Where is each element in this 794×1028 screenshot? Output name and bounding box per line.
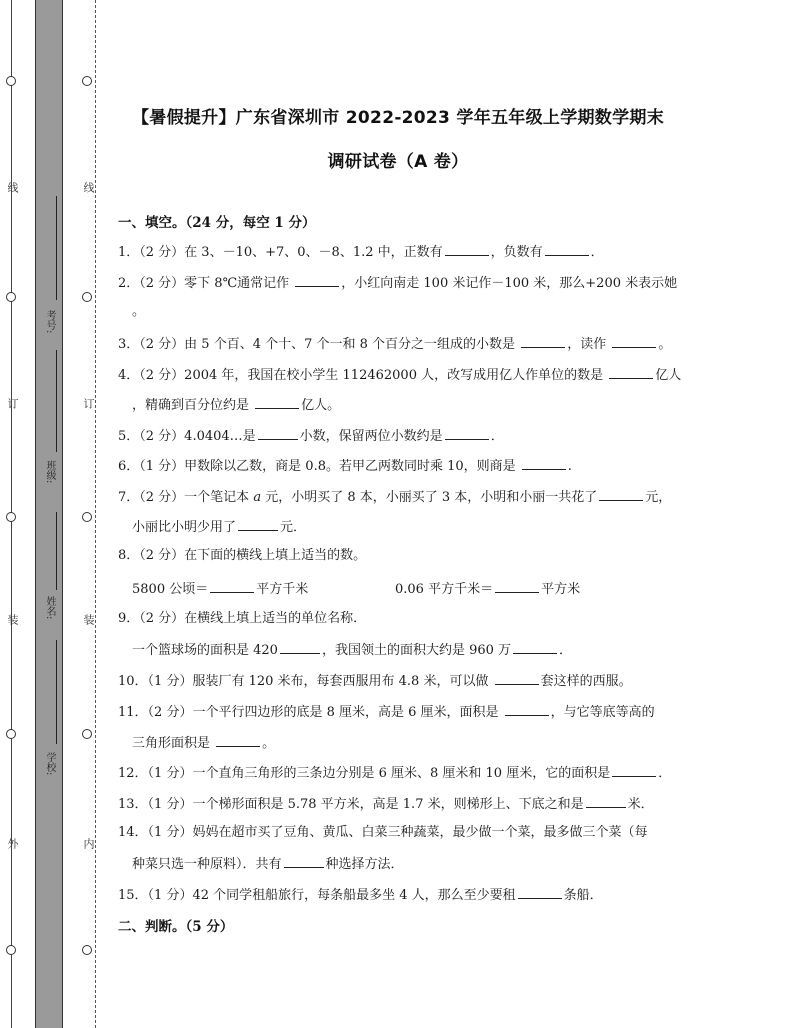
question-7: 7．（2 分）一个笔记本 a 元，小明买了 8 本，小丽买了 3 本，小明和小丽一共花了 元， <box>118 487 671 507</box>
answer-blank[interactable] <box>284 854 324 868</box>
answer-blank[interactable] <box>522 456 566 470</box>
question-14-cont: 种菜只选一种原料）．共有 种选择方法． <box>132 854 404 874</box>
question-8-sub1: 5800 公顷＝ 平方千米 <box>132 579 308 599</box>
question-13: 13．（1 分）一个梯形面积是 5.78 平方米，高是 1.7 米，则梯形上、下底之和是 米． <box>118 794 654 814</box>
margin-char: 订 <box>6 398 19 409</box>
margin-char: 线 <box>6 182 19 193</box>
question-1: 1．（2 分）在 3、－10、+7、0、－8、1.2 中，正数有 ，负数有 ． <box>118 242 604 262</box>
question-8: 8．（2 分）在下面的横线上填上适当的数。 <box>118 548 367 563</box>
class-label: 班级: <box>44 460 55 484</box>
answer-blank[interactable] <box>216 733 260 747</box>
binding-hole <box>82 945 92 955</box>
answer-blank[interactable] <box>521 334 565 348</box>
question-5: 5．（2 分）4.0404…是 小数，保留两位小数约是 ． <box>118 426 504 446</box>
school-label: 学校: <box>44 752 55 776</box>
question-7-cont: 小丽比小明少用了 元． <box>132 517 306 537</box>
answer-blank[interactable] <box>280 640 320 654</box>
answer-blank[interactable] <box>495 579 539 593</box>
answer-blank[interactable] <box>295 273 339 287</box>
answer-blank[interactable] <box>586 794 626 808</box>
binding-hole <box>6 729 16 739</box>
question-9-sub: 一个篮球场的面积是 420 ，我国领土的面积大约是 960 万 ． <box>132 640 572 660</box>
answer-blank[interactable] <box>445 242 489 256</box>
section-heading: 一、填空。（24 分，每空 1 分） <box>118 215 316 231</box>
answer-blank[interactable] <box>612 334 656 348</box>
question-14: 14．（1 分）妈妈在超市买了豆角、黄瓜、白菜三种蔬菜，最少做一个菜，最多做三个菜（每 <box>118 825 648 840</box>
question-10: 10．（1 分）服装厂有 120 米布，每套西服用布 4.8 米，可以做 套这样的西服。 <box>118 671 632 691</box>
answer-blank[interactable] <box>599 487 643 501</box>
exam-number-label: 考号: <box>44 310 55 334</box>
answer-blank[interactable] <box>505 702 549 716</box>
question-6: 6．（1 分）甲数除以乙数，商是 0.8。若甲乙两数同时乘 10，则商是 . <box>118 456 572 476</box>
margin-char: 装 <box>82 614 95 625</box>
question-8-sub2: 0.06 平方千米＝ 平方米 <box>395 579 580 599</box>
class-field[interactable] <box>56 350 57 452</box>
answer-blank[interactable] <box>513 640 557 654</box>
answer-blank[interactable] <box>258 426 298 440</box>
binding-hole <box>6 512 16 522</box>
question-11: 11．（2 分）一个平行四边形的底是 8 厘米，高是 6 厘米，面积是 ，与它等底等高的 <box>118 702 655 722</box>
binding-hole <box>6 76 16 86</box>
binding-hole <box>82 729 92 739</box>
paper-title-line1: 【暑假提升】广东省深圳市 2022-2023 学年五年级上学期数学期末 <box>131 108 665 128</box>
section-heading: 二、判断。（5 分） <box>118 919 234 935</box>
margin-char: 装 <box>6 614 19 625</box>
exam-number-field[interactable] <box>56 196 57 300</box>
question-9: 9．（2 分）在横线上填上适当的单位名称． <box>118 611 367 626</box>
margin-char: 订 <box>82 398 95 409</box>
inner-dashed-line <box>95 0 97 1028</box>
answer-blank[interactable] <box>545 242 589 256</box>
question-12: 12．（1 分）一个直角三角形的三条边分别是 6 厘米、8 厘米和 10 厘米，它的面积是 ． <box>118 763 671 783</box>
answer-blank[interactable] <box>518 885 562 899</box>
question-3: 3．（2 分）由 5 个百、4 个十、7 个一和 8 个百分之一组成的小数是 ，读作 。 <box>118 334 671 354</box>
name-label: 姓名: <box>44 596 55 620</box>
answer-blank[interactable] <box>612 763 656 777</box>
answer-blank[interactable] <box>495 671 539 685</box>
answer-blank[interactable] <box>255 395 299 409</box>
school-field[interactable] <box>56 640 57 744</box>
binding-hole <box>82 76 92 86</box>
margin-char: 线 <box>82 182 95 193</box>
margin-char: 内 <box>82 838 95 849</box>
answer-blank[interactable] <box>238 517 278 531</box>
question-2: 2．（2 分）零下 8℃通常记作 ，小红向南走 100 米记作－100 米，那么+200 米表示她 <box>118 273 677 293</box>
name-field[interactable] <box>56 512 57 590</box>
binding-hole <box>82 292 92 302</box>
question-4: 4．（2 分）2004 年，我国在校小学生 112462000 人，改写成用亿人作单位的数是 亿人 <box>118 365 681 385</box>
answer-blank[interactable] <box>210 579 254 593</box>
answer-blank[interactable] <box>445 426 489 440</box>
binding-hole <box>6 292 16 302</box>
question-4-cont: ，精确到百分位约是 亿人。 <box>132 395 340 415</box>
binding-strip <box>35 0 63 1028</box>
question-11-cont: 三角形面积是 。 <box>132 733 275 753</box>
margin-char: 外 <box>6 838 19 849</box>
question-2-cont: 。 <box>132 304 146 319</box>
binding-hole <box>6 945 16 955</box>
paper-title-line2: 调研试卷（A 卷） <box>327 152 469 172</box>
answer-blank[interactable] <box>609 365 653 379</box>
question-15: 15．（1 分）42 个同学租船旅行，每条船最多坐 4 人，那么至少要租 条船． <box>118 885 603 905</box>
binding-hole <box>82 512 92 522</box>
